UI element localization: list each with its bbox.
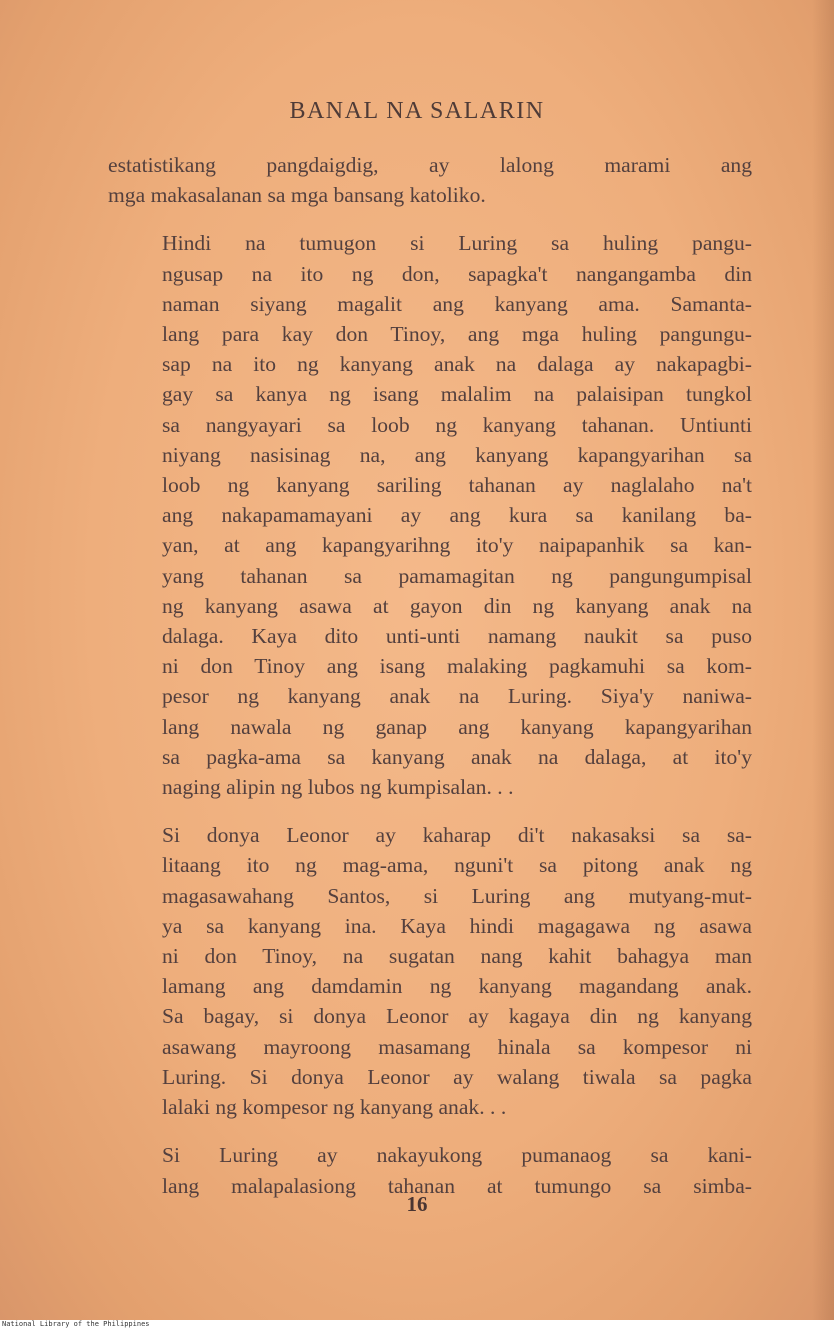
page-number: 16	[406, 1192, 428, 1216]
text-line: lalaki ng kompesor ng kanyang anak. . .	[162, 1095, 507, 1120]
text-line: ngusap na ito ng don, sapagka't nangangamba din	[162, 261, 752, 286]
text-line: gay sa kanya ng isang malalim na palaisipan tungkol	[162, 382, 752, 407]
text-line: sa nangyayari sa loob ng kanyang tahanan. Untiunti	[162, 412, 752, 437]
text-line: Sa bagay, si donya Leonor ay kagaya din ng kanyang	[162, 1004, 752, 1029]
body-text	[108, 150, 752, 1219]
footer-credit: National Library of the Philippines	[2, 1320, 150, 1328]
text-line: dalaga. Kaya dito unti-unti namang naukit sa puso	[162, 624, 752, 649]
text-line: asawang mayroong masamang hinala sa kompesor ni	[162, 1034, 752, 1059]
text-line: loob ng kanyang sariling tahanan ay naglalaho na't	[162, 473, 752, 498]
text-line: lamang ang damdamin ng kanyang magandang anak.	[162, 974, 752, 999]
text-line: estatistikang pangdaigdig, ay lalong marami ang	[108, 153, 752, 177]
text-line: lang malapalasiong tahanan at tumungo sa simba-	[162, 1173, 752, 1198]
paragraph-3	[108, 820, 752, 1122]
text-line: sa pagka-ama sa kanyang anak na dalaga, at ito'y	[162, 744, 752, 769]
text-line: yan, at ang kapangyarihng ito'y naipapanhik sa kan-	[162, 533, 752, 558]
text-line: lang nawala ng ganap ang kanyang kapangyarihan	[162, 714, 752, 739]
text-line: ni don Tinoy, na sugatan nang kahit bahagya man	[162, 944, 752, 969]
text-line: magasawahang Santos, si Luring ang mutyang-mut-	[162, 883, 752, 908]
text-line: ya sa kanyang ina. Kaya hindi magagawa ng asawa	[162, 913, 752, 938]
text-line: sap na ito ng kanyang anak na dalaga ay nakapagbi-	[162, 352, 752, 377]
text-line: Hindi na tumugon si Luring sa huling pangu-	[162, 231, 752, 256]
text-line: yang tahanan sa pamamagitan ng pangungumpisal	[162, 563, 752, 588]
text-line: ng kanyang asawa at gayon din ng kanyang anak na	[162, 593, 752, 618]
text-line: litaang ito ng mag-ama, nguni't sa pitong anak ng	[162, 853, 752, 878]
text-line: lang para kay don Tinoy, ang mga huling pangungu-	[162, 322, 752, 347]
paragraph-1	[108, 150, 752, 210]
text-line: naman siyang magalit ang kanyang ama. Samanta-	[162, 291, 752, 316]
text-line: Si Luring ay nakayukong pumanaog sa kani-	[162, 1143, 752, 1168]
text-line: ni don Tinoy ang isang malaking pagkamuhi sa kom-	[162, 654, 752, 679]
text-line: mga makasalanan sa mga bansang katoliko.	[108, 183, 486, 208]
text-line: Luring. Si donya Leonor ay walang tiwala sa pagka	[162, 1064, 752, 1089]
text-line: naging alipin ng lubos ng kumpisalan. . .	[162, 775, 514, 800]
text-line: pesor ng kanyang anak na Luring. Siya'y naniwa-	[162, 684, 752, 709]
text-line: niyang nasisinag na, ang kanyang kapangyarihan sa	[162, 442, 752, 467]
paragraph-2	[108, 228, 752, 802]
page-edge-shadow	[812, 0, 834, 1320]
text-line: ang nakapamamayani ay ang kura sa kanilang ba-	[162, 503, 752, 528]
text-line: Si donya Leonor ay kaharap di't nakasaksi sa sa-	[162, 823, 752, 848]
running-head: BANAL NA SALARIN	[289, 98, 545, 124]
